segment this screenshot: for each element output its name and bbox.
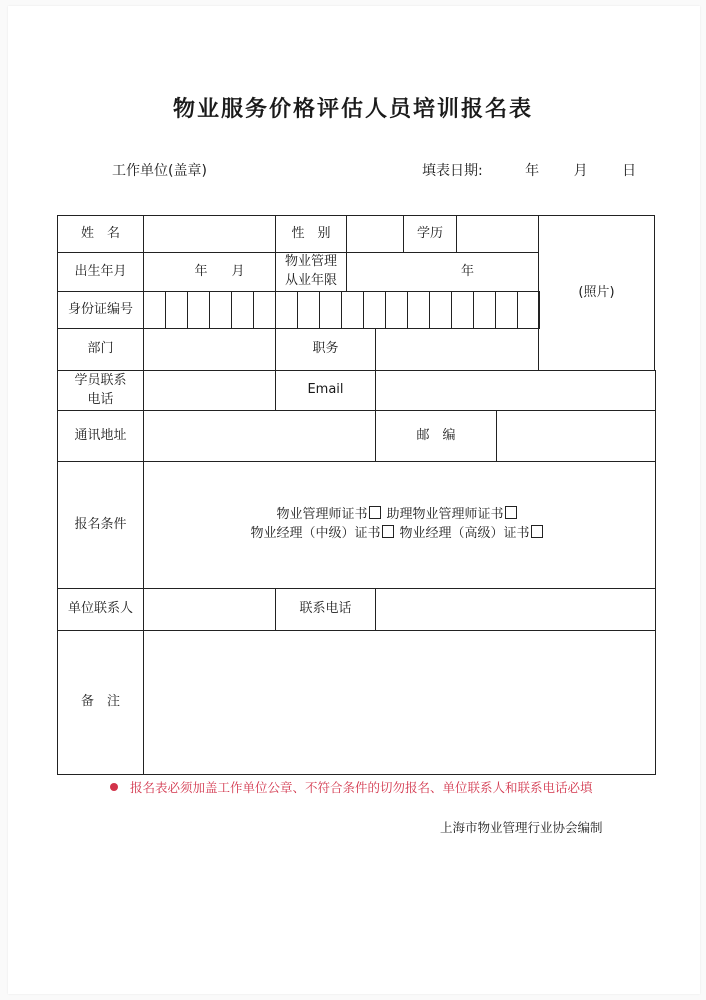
gender-field[interactable] [346,215,404,253]
id-digit-box[interactable] [209,291,232,329]
position-field[interactable] [375,328,539,371]
condition-option-4: 物业经理（高级）证书 [399,526,530,541]
pm-years-unit: 年 [460,263,474,279]
contact-phone-field[interactable] [375,588,656,631]
id-digit-box[interactable] [429,291,452,329]
id-digit-box[interactable] [385,291,408,329]
position-label: 职务 [275,328,376,371]
address-label: 通讯地址 [57,410,144,462]
student-phone-field[interactable] [143,370,276,411]
id-digit-box[interactable] [319,291,342,329]
gender-label: 性 别 [275,215,347,253]
birth-year-unit: 年 [194,263,208,279]
id-digit-box[interactable] [341,291,364,329]
photo-box[interactable] [538,215,655,371]
pm-years-field[interactable] [346,252,539,292]
condition-option-2: 助理物业管理师证书 [386,507,504,523]
checkbox-pm-cert[interactable] [369,506,381,519]
id-number-label: 身份证编号 [57,291,144,329]
remarks-field[interactable] [143,630,656,775]
required-note [110,778,593,796]
id-digit-box[interactable] [517,291,540,329]
id-digit-box[interactable] [253,291,276,329]
condition-option-3: 物业经理（中级）证书 [250,526,381,541]
department-label: 部门 [57,328,144,371]
work-unit-label: 工作单位(盖章) [112,163,207,179]
contact-phone-label: 联系电话 [275,588,376,631]
id-digit-box[interactable] [407,291,430,329]
department-field[interactable] [143,328,276,371]
conditions-options [143,461,656,589]
email-label: Email [275,370,376,411]
education-field[interactable] [456,215,539,253]
date-month: 月 [573,163,588,179]
conditions-label: 报名条件 [57,461,144,589]
fill-date-label: 填表日期: [422,163,483,179]
postcode-label: 邮 编 [375,410,497,462]
id-digit-box[interactable] [231,291,254,329]
condition-option-1: 物业管理师证书 [276,507,368,523]
checkbox-manager-mid-cert[interactable] [382,525,394,538]
required-note-text: 报名表必须加盖工作单位公章、不符合条件的切勿报名、单位联系人和联系电话必填 [130,780,593,795]
postcode-field[interactable] [496,410,656,462]
birth-field[interactable] [143,252,276,292]
address-field[interactable] [143,410,376,462]
id-digit-box[interactable] [363,291,386,329]
checkbox-manager-senior-cert[interactable] [531,525,543,538]
id-digit-box[interactable] [451,291,474,329]
id-digit-box[interactable] [187,291,210,329]
remarks-label: 备 注 [57,630,144,775]
birth-label: 出生年月 [57,252,144,292]
pm-years-label: 物业管理 从业年限 [275,252,347,292]
id-digit-box[interactable] [165,291,188,329]
education-label: 学历 [403,215,457,253]
checkbox-assistant-pm-cert[interactable] [505,506,517,519]
date-day: 日 [622,163,637,179]
form-title: 物业服务价格评估人员培训报名表 [172,97,533,122]
id-digit-box[interactable] [473,291,496,329]
date-year: 年 [525,163,540,179]
unit-contact-label: 单位联系人 [57,588,144,631]
id-digit-box[interactable] [143,291,166,329]
email-field[interactable] [375,370,656,411]
id-digit-box[interactable] [275,291,298,329]
photo-label: (照片) [578,284,615,300]
birth-month-unit: 月 [231,263,245,279]
footer-compiler: 上海市物业管理行业协会编制 [440,820,603,835]
name-field[interactable] [143,215,276,253]
name-label: 姓 名 [57,215,144,253]
id-digit-box[interactable] [297,291,320,329]
student-phone-label: 学员联系 电话 [57,370,144,411]
id-digit-box[interactable] [495,291,518,329]
unit-contact-field[interactable] [143,588,276,631]
bullet-dot-icon [110,783,118,791]
